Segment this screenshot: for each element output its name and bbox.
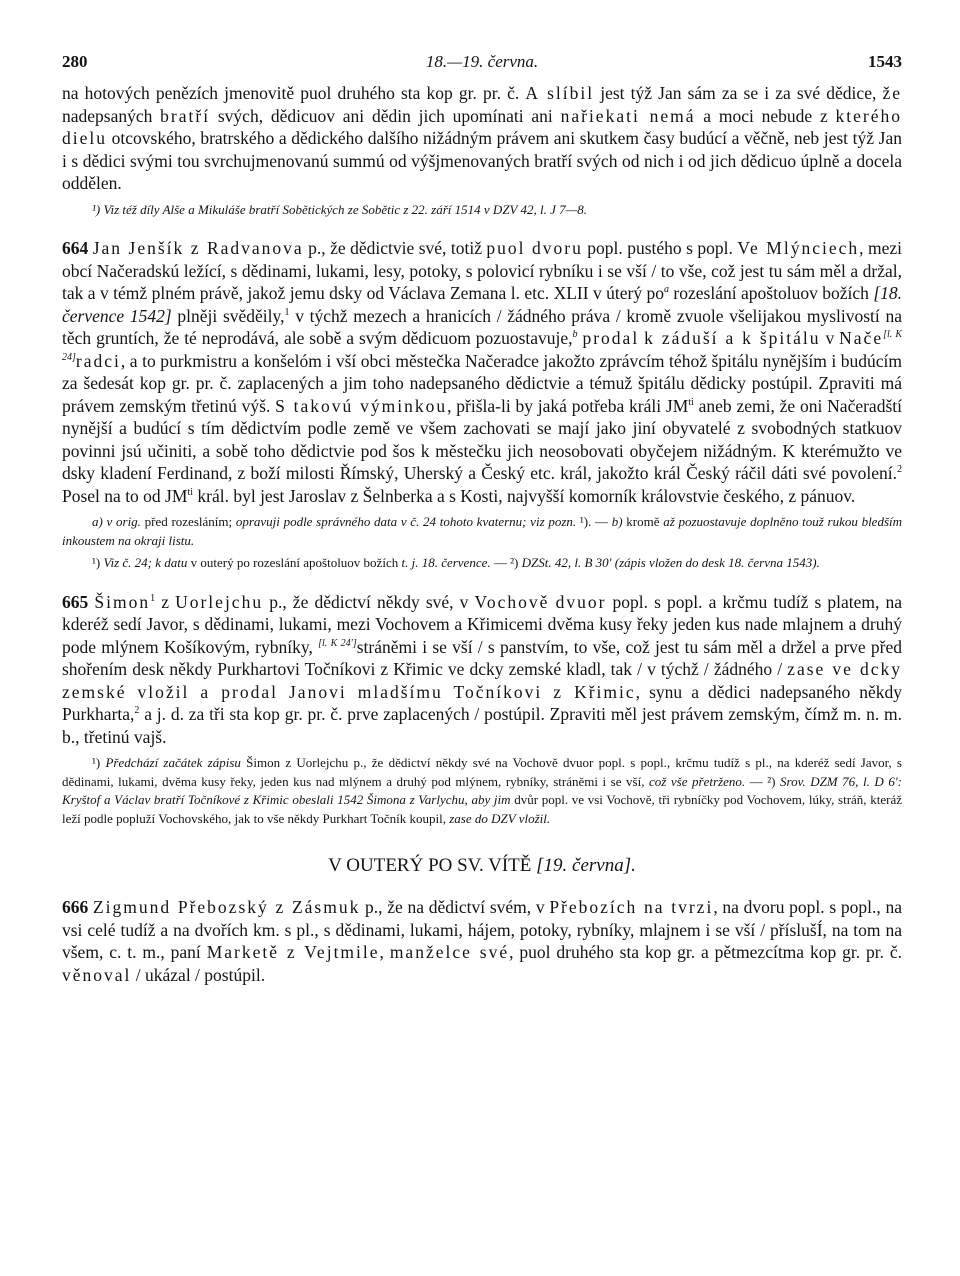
footnote: ¹) Předchází začátek zápisu Šimon z Uorlejchu p., že dědictví někdy své na Vochově dvuor popl. s popl., krčmu tudíž s pl., na kderéž sedí Javor, s dědinami, lukami, dvěma kusy řeky, jeden kus nad mlýnem a druhý pod mlýnem, rybníky, stráněmi i se vší, což vše přetrženo. — ²) Srov. DZM 76, l. D 6′: Kryštof a Václav bratří Točníkové z Křimic obeslali 1542 Šimona z Varlychu, aby jim dvůr popl. ve vsi Vochově, tři rybníčky pod Vochovem, lúky, stráň, kteráž leží podle popluží Vochovského, jak to vše někdy Purkhart Točník koupil, zase do DZV vložil. (62, 755, 902, 826)
entry-666: 666 Zigmund Přebozský z Zásmuk p., že na dědictví svém, v Přebozích na tvrzi, na dvoru popl. s popl., na vsi celé tudíž a na dvořích km. s pl., s dědinami, lukami, hájem, potoky, rybníky, mlajnem i se vší / příslušÍ, na tom na všem, c. t. m., paní Marketě z Vejtmile, manželce své, puol druhého sta kop gr. a pětmezcítma kop gr. pr. č. věnoval / ukázal / postúpil. (62, 897, 903, 985)
entry-number: 666 (62, 897, 89, 917)
entry-665: 665 Šimon$^1$ z Uorlejchu p., že dědictví někdy své, v Vochově dvuor popl. s popl. a krčmu tudíž s platem, na kderéž sedí Javor, s dědinami, lukami, mezi Vochovem a Křimicemi dvěma kusy řeky jeden kus nade mlajnem a druhý pode mlýnem Košíkovým, rybníky, [l. K 24′]stráněmi i se vší / s panstvím, to vše, což jest tu sám měl a držel a prve před shořením desk někdy Purkhartovi Točníkovi z Křimic ve dcky zemské kladl, tak / v týchž / žádného / zase ve dcky zemské vložil a prodal Janovi mladšímu Točníkovi z Křimic, synu a dědici nadepsaného někdy Purkharta,$^2$ a j. d. za tři sta kop gr. pr. č. prve zaplacených / postúpil. Zpraviti měl jest právem zemským, čímž m. n. m. b., třetinú vajš. (62, 591, 903, 747)
entry-number: 664 (62, 238, 89, 258)
document-page (62, 52, 902, 986)
section-heading: V OUTERÝ PO SV. VÍTĚ [19. června]. (328, 855, 636, 876)
folio-number: 1543 (868, 52, 902, 71)
footnote: ¹) Viz č. 24; k datu v outerý po rozeslání apoštoluov božích t. j. 18. července. — ²) DZSt. 42, l. B 30′ (zápis vložen do desk 18. června 1543). (92, 555, 820, 570)
running-date: 18.—19. června. (425, 52, 539, 71)
page-number: 280 (62, 52, 88, 71)
continued-entry: na hotových penězích jmenovitě puol druhého sta kop gr. pr. č. A slíbil jest týž Jan sám za se i za své dědice, že nadepsaných bratří svých, dědicuov ani dědin jich upomínati ani nařiekati nemá a moci nebude z kterého dielu otcovského, bratrského a dědického dalšího nižádným právem ani skutkem časy budúcí a věčně, neb jest týž Jan i s dědici svými tou svrchujmenovanú summú od výšjmenovaných bratří svých od nich i od jich dědicuo úplně a docela oddělen. (62, 83, 902, 193)
entry-664: 664 Jan Jenšík z Radvanova p., že dědictvie své, totiž puol dvoru popl. pustého s popl. Ve Mlýnciech, mezi obcí Načeradskú ležící, s dědinami, lukami, lesy, potoky, s polovicí rybníku i se vší / to vše, což jest tu sám měl a držal, tak a v témž plném právě, jakož jemu dsky od Václava Zemana l. etc. XLII v úterý $po^a$ rozeslání apoštoluov božích [18. července 1542] plněji svěděily,$^1$ v týchž mezech a hranicích / žádného práva / kromě zvuole všelijakou myslivostí na těch gruntích, že té neprodává, ale sobě a svým dědicuom pozuostavuje,$^b$ prodal k záduší a k špitálu v Nače[l. K 24]radci, a to purkmistru a konšelóm i vší obci městečka Načeradce jakožto zprávcím téhož špitálu nynějším i budúcím za šedesát kop gr. pr. č. zaplacených a jim toho nadepsaného dědictvie a témuž špitálu dědicky postúpil. Zpraviti má právem zemským třetinú výš. S takovú výminkou, přišla-li by jaká potřeba králi $JM^{ti}$ aneb zemi, že oni Načeradští nynější a budúcí s tím dědictvím podle země ve všem zachovati se mají jako jiní obyvatelé z svobodných statkuov povinni jsú učiniti, a sobě toho dědictvie pod šos k městečku jich neosobovati obyčejem nižádným. K kterémužto ve dsky kladení Ferdinand, z boží milosti Římský, Uherský a Český etc. král, jakožto král Český ráčil dáti své povolení.$^2$ Posel na to od $JM^{ti}$ král. byl jest Jaroslav z Šelnberka a s Kosti, najvyšší komorník královstvie českého, z pánuov. (62, 238, 902, 506)
entry-number: 665 (62, 591, 89, 612)
page-header (62, 52, 902, 82)
footnote: a) v orig. před rozesláním; opravuji podle správného data v č. 24 tohoto kvaternu; viz pozn. ¹). — b) kromě až pozuostavuje doplněno touž rukou bledším inkoustem na okraji listu. (62, 514, 903, 548)
footnote: ¹) Viz též díly Alše a Mikuláše bratří Sobětických ze Sobětic z 22. září 1514 v DZV 42, l. J 7—8. (92, 201, 587, 217)
